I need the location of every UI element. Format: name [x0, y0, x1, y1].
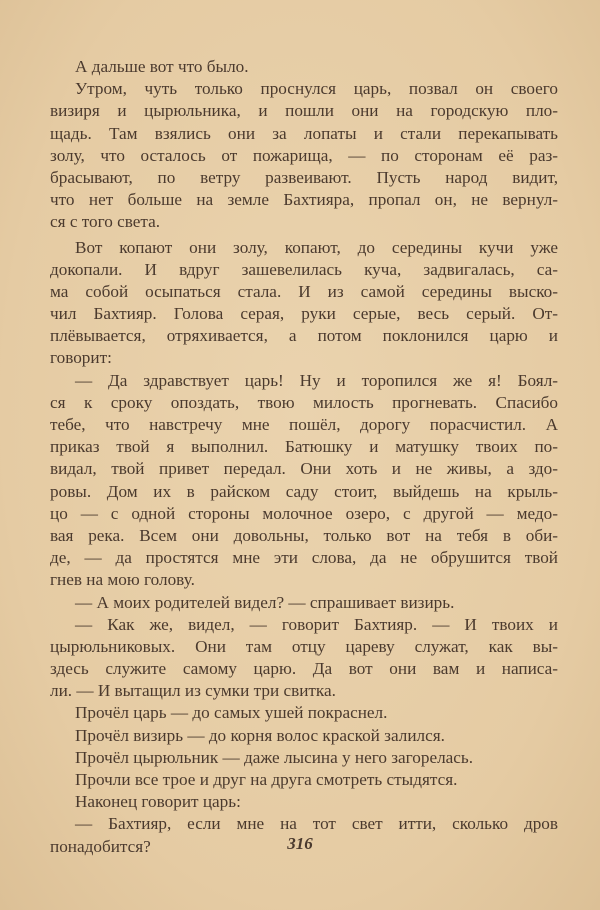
paragraph — [50, 56, 558, 78]
text-line: цо — с одной стороны молочное озеро, с другой — медо- — [50, 503, 558, 523]
text-line: щадь. Там взялись они за лопаты и стали перекапывать — [50, 123, 558, 143]
text-line: цырюльниковых. Они там отцу цареву служат, как вы- — [50, 636, 558, 656]
paragraph — [50, 702, 558, 724]
paragraph — [50, 791, 558, 813]
text-line: золу, что осталось от пожарища, — по сторонам её раз- — [50, 145, 558, 165]
paragraph — [50, 747, 558, 769]
text-line: Вот копают они золу, копают, до середины кучи уже — [75, 237, 558, 257]
text-line: чил Бахтияр. Голова серая, руки серые, весь серый. От- — [50, 304, 558, 324]
text-line: — Бахтияр, если мне на тот свет итти, сколько дров — [75, 814, 558, 834]
text-line: здесь служите самому царю. Да вот они вам и написа- — [50, 659, 558, 679]
text-line: Прочёл цырюльник — даже лысина у него загорелась. — [75, 747, 474, 767]
page-body-text — [50, 56, 558, 858]
text-line: брасывают, по ветру развеивают. Пусть народ видит, — [50, 167, 558, 187]
text-line: ся с того света. — [50, 212, 161, 232]
text-line: ли. — И вытащил из сумки три свитка. — [50, 681, 336, 701]
text-line: — А моих родителей видел? — спрашивает визирь. — [75, 592, 455, 612]
text-line: ся к сроку опоздать, твою милость прогневать. Спасибо — [50, 392, 558, 412]
text-line: — Да здравствует царь! Ну и торопился же я! Боял- — [75, 370, 558, 390]
text-line: А дальше вот что было. — [75, 57, 249, 76]
text-line: тебе, что навстречу мне пошёл, дорогу порасчистил. А — [50, 415, 558, 434]
paragraph — [50, 769, 558, 791]
text-line: приказ твой я выполнил. Батюшку и матушку твоих по- — [50, 437, 558, 457]
text-line: Наконец говорит царь: — [75, 792, 241, 812]
text-line: понадобится? — [50, 836, 151, 856]
text-line: ма собой осыпаться стала. И из самой середины выско- — [50, 281, 558, 301]
text-line: Прочли все трое и друг на друга смотреть стыдятся. — [75, 770, 458, 789]
paragraph — [50, 614, 558, 703]
paragraph — [50, 370, 558, 592]
text-line: Прочёл визирь — до корня волос краской залился. — [75, 725, 445, 745]
text-line: Утром, чуть только проснулся царь, позвал он своего — [75, 79, 558, 99]
text-line: Прочёл царь — до самых ушей покраснел. — [75, 703, 388, 723]
paragraph — [50, 78, 558, 233]
paragraph — [50, 592, 558, 614]
paragraph — [50, 237, 558, 370]
text-line: — Как же, видел, — говорит Бахтияр. — И твоих и — [75, 614, 558, 634]
text-line: видал, твой привет передал. Они хоть и не живы, а здо- — [50, 459, 558, 479]
text-line: говорит: — [50, 348, 112, 368]
text-line: докопали. И вдруг зашевелилась куча, задвигалась, са- — [50, 259, 558, 279]
text-line: визиря и цырюльника, и пошли они на городскую пло- — [50, 101, 558, 121]
text-line: гнев на мою голову. — [50, 570, 195, 590]
page-number: 316 — [287, 834, 313, 853]
text-line: де, — да простятся мне эти слова, да не обрушится твой — [50, 548, 558, 568]
text-line: ровы. Дом их в райском саду стоит, выйдешь на крыль- — [50, 481, 558, 501]
text-line: что нет больше на земле Бахтияра, пропал он, не вернул- — [50, 190, 558, 210]
paragraph — [50, 725, 558, 747]
text-line: плёвывается, отряхивается, а потом поклонился царю и — [50, 326, 558, 346]
text-line: вая река. Всем они довольны, только вот на тебя в оби- — [50, 525, 558, 545]
